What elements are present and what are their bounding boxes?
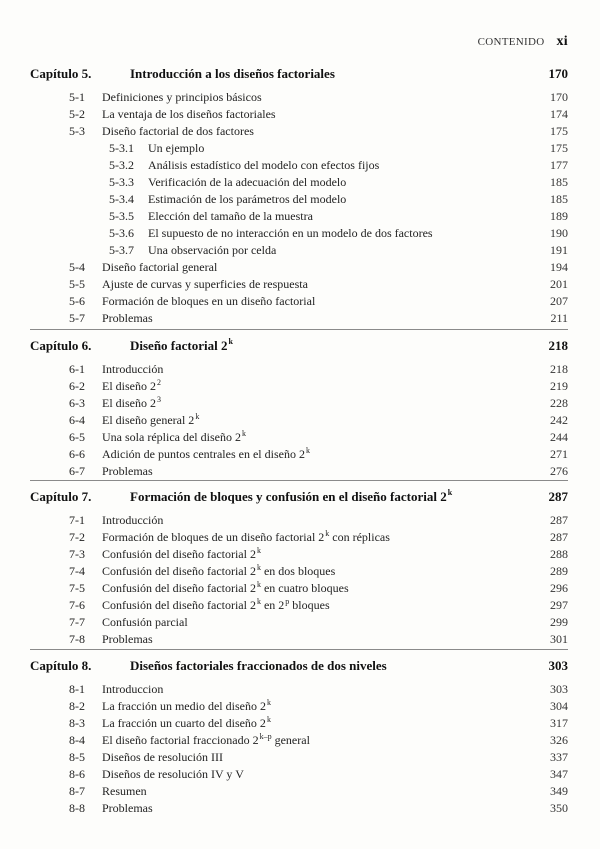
entry-number: 5-3.5 — [109, 209, 134, 223]
entry-number: 5-3.1 — [109, 141, 134, 155]
entry-number: 6-1 — [69, 362, 85, 376]
entry-title — [148, 209, 313, 224]
chapter-title — [130, 338, 233, 354]
section-entry — [0, 615, 600, 632]
chapter-block — [0, 489, 600, 649]
chapter-block — [0, 338, 600, 481]
entry-title — [102, 124, 254, 139]
section-list — [0, 513, 600, 649]
entry-title — [148, 226, 433, 241]
entry-title-text: Adición de puntos centrales en el diseño 2 — [102, 447, 305, 461]
entry-title-text: El diseño 2 — [102, 396, 156, 410]
entry-page-number: 299 — [550, 615, 568, 629]
entry-title-text: La fracción un medio del diseño 2 — [102, 699, 266, 713]
section-entry — [0, 682, 600, 699]
entry-title — [102, 513, 163, 528]
entry-title-tail: general — [271, 733, 310, 747]
section-entry — [0, 716, 600, 733]
entry-number: 6-5 — [69, 430, 85, 444]
chapter-title-text: Introducción a los diseños factoriales — [130, 66, 335, 81]
section-entry — [0, 581, 600, 598]
entry-title — [102, 682, 163, 697]
entry-page-number: 301 — [550, 632, 568, 646]
chapter-heading — [0, 658, 600, 680]
entry-page-number: 271 — [550, 447, 568, 461]
entry-title — [102, 750, 223, 765]
entry-page-number: 244 — [550, 430, 568, 444]
entry-page-number: 185 — [550, 175, 568, 189]
entry-title — [102, 632, 153, 647]
chapter-title-superscript: k — [228, 337, 233, 346]
chapter-page-number: 287 — [548, 489, 568, 504]
entry-number: 8-4 — [69, 733, 85, 747]
section-entry — [0, 90, 600, 107]
entry-number: 8-6 — [69, 767, 85, 781]
entry-title — [102, 615, 188, 630]
section-entry — [0, 513, 600, 530]
chapter-heading — [0, 338, 600, 360]
entry-title-text: Análisis estadístico del modelo con efectos fijos — [148, 158, 380, 172]
entry-superscript-2: p — [285, 597, 290, 606]
entry-title — [102, 784, 147, 799]
entry-title — [102, 430, 246, 445]
entry-page-number: 207 — [550, 294, 568, 308]
entry-number: 6-2 — [69, 379, 85, 393]
entry-page-number: 185 — [550, 192, 568, 206]
entry-title — [102, 396, 161, 411]
chapter-divider — [30, 329, 568, 330]
entry-title-text: Confusión del diseño factorial 2 — [102, 564, 256, 578]
entry-title-text: El supuesto de no interacción en un modelo de dos factores — [148, 226, 433, 240]
section-entry — [0, 447, 600, 464]
chapter-title-text: Diseño factorial 2 — [130, 338, 228, 353]
entry-number: 7-6 — [69, 598, 85, 612]
entry-page-number: 190 — [550, 226, 568, 240]
entry-page-number: 288 — [550, 547, 568, 561]
subsection-entry — [0, 209, 600, 226]
entry-number: 7-5 — [69, 581, 85, 595]
entry-number: 5-1 — [69, 90, 85, 104]
entry-number: 5-2 — [69, 107, 85, 121]
entry-number: 7-4 — [69, 564, 85, 578]
entry-page-number: 326 — [550, 733, 568, 747]
entry-title — [148, 192, 346, 207]
chapter-title-text: Formación de bloques y confusión en el diseño factorial 2 — [130, 489, 447, 504]
entry-superscript: k — [266, 715, 271, 724]
section-entry — [0, 699, 600, 716]
entry-title-text: Definiciones y principios básicos — [102, 90, 262, 104]
entry-page-number: 175 — [550, 124, 568, 138]
entry-title — [102, 447, 310, 462]
entry-page-number: 276 — [550, 464, 568, 478]
entry-title-tail: en cuatro bloques — [260, 581, 349, 595]
entry-page-number: 175 — [550, 141, 568, 155]
chapter-page-number: 170 — [548, 66, 568, 81]
entry-page-number: 317 — [550, 716, 568, 730]
entry-page-number: 304 — [550, 699, 568, 713]
entry-title-text: El diseño factorial fraccionado 2 — [102, 733, 259, 747]
section-entry — [0, 564, 600, 581]
entry-title-text: Una observación por celda — [148, 243, 277, 257]
entry-page-number: 350 — [550, 801, 568, 815]
subsection-entry — [0, 243, 600, 260]
entry-page-number: 347 — [550, 767, 568, 781]
entry-title-text: Problemas — [102, 464, 153, 478]
chapter-page-number: 218 — [548, 338, 568, 353]
entry-page-number: 218 — [550, 362, 568, 376]
entry-title-text: Verificación de la adecuación del modelo — [148, 175, 347, 189]
entry-title-text: Estimación de los parámetros del modelo — [148, 192, 347, 206]
entry-page-number: 228 — [550, 396, 568, 410]
entry-page-number: 303 — [550, 682, 568, 696]
entry-number: 7-7 — [69, 615, 85, 629]
entry-title — [102, 413, 199, 428]
entry-title-text: La ventaja de los diseños factoriales — [102, 107, 276, 121]
section-entry — [0, 294, 600, 311]
entry-number: 6-7 — [69, 464, 85, 478]
entry-page-number: 174 — [550, 107, 568, 121]
section-list — [0, 362, 600, 481]
entry-title-text: Diseños de resolución III — [102, 750, 223, 764]
entry-title-text: Diseños de resolución IV y V — [102, 767, 244, 781]
entry-page-number: 201 — [550, 277, 568, 291]
entry-number: 8-7 — [69, 784, 85, 798]
section-entry — [0, 277, 600, 294]
entry-number: 8-2 — [69, 699, 85, 713]
entry-superscript: k — [256, 597, 261, 606]
entry-page-number: 349 — [550, 784, 568, 798]
entry-page-number: 297 — [550, 598, 568, 612]
entry-number: 5-4 — [69, 260, 85, 274]
section-entry — [0, 801, 600, 818]
page-folio: xi — [556, 34, 568, 49]
chapter-title — [130, 658, 387, 674]
entry-superscript: k — [256, 563, 261, 572]
entry-page-number: 177 — [550, 158, 568, 172]
entry-page-number: 242 — [550, 413, 568, 427]
section-entry — [0, 362, 600, 379]
subsection-entry — [0, 141, 600, 158]
entry-title — [102, 801, 153, 816]
entry-number: 5-6 — [69, 294, 85, 308]
chapter-number: Capítulo 6. — [30, 338, 92, 353]
entry-number: 5-3.4 — [109, 192, 134, 206]
entry-number: 7-2 — [69, 530, 85, 544]
section-entry — [0, 379, 600, 396]
entry-number: 7-3 — [69, 547, 85, 561]
entry-superscript: k–p — [259, 732, 272, 741]
entry-title-text: Diseño factorial de dos factores — [102, 124, 254, 138]
entry-title — [102, 277, 308, 292]
entry-page-number: 219 — [550, 379, 568, 393]
subsection-entry — [0, 175, 600, 192]
entry-number: 6-3 — [69, 396, 85, 410]
entry-superscript: k — [305, 446, 310, 455]
entry-title-text: Confusión parcial — [102, 615, 188, 629]
chapter-number: Capítulo 8. — [30, 658, 92, 673]
chapter-title-superscript: k — [447, 488, 453, 497]
entry-title — [102, 581, 349, 596]
section-entry — [0, 750, 600, 767]
entry-page-number: 287 — [550, 530, 568, 544]
entry-title — [102, 294, 315, 309]
entry-title — [102, 598, 330, 613]
entry-title — [102, 90, 262, 105]
chapter-number: Capítulo 7. — [30, 489, 92, 504]
subsection-entry — [0, 158, 600, 175]
section-entry — [0, 413, 600, 430]
entry-number: 5-3.7 — [109, 243, 134, 257]
entry-superscript: k — [195, 412, 200, 421]
entry-title — [102, 547, 261, 562]
section-entry — [0, 396, 600, 413]
chapter-heading — [0, 489, 600, 511]
entry-title — [148, 158, 379, 173]
section-entry — [0, 632, 600, 649]
entry-number: 8-5 — [69, 750, 85, 764]
entry-title-text: El diseño general 2 — [102, 413, 195, 427]
section-entry — [0, 733, 600, 750]
entry-superscript: k — [256, 580, 261, 589]
chapter-title-text: Diseños factoriales fraccionados de dos niveles — [130, 658, 387, 673]
entry-title-text: Confusión del diseño factorial 2 — [102, 547, 256, 561]
section-entry — [0, 430, 600, 447]
entry-title — [148, 141, 204, 156]
entry-title-text: Una sola réplica del diseño 2 — [102, 430, 241, 444]
entry-number: 5-7 — [69, 311, 85, 325]
chapter-divider — [30, 480, 568, 481]
entry-title-tail: con réplicas — [329, 530, 390, 544]
entry-title — [102, 260, 217, 275]
section-list — [0, 90, 600, 328]
entry-number: 5-3.3 — [109, 175, 134, 189]
entry-page-number: 211 — [550, 311, 568, 325]
entry-title-tail: en 2 — [260, 598, 285, 612]
entry-page-number: 189 — [550, 209, 568, 223]
entry-title — [102, 311, 153, 326]
section-entry — [0, 547, 600, 564]
entry-page-number: 170 — [550, 90, 568, 104]
entry-title — [102, 362, 163, 377]
chapter-title — [130, 489, 452, 505]
entry-title-text: Problemas — [102, 632, 153, 646]
entry-number: 7-1 — [69, 513, 85, 527]
running-title: CONTENIDO — [477, 36, 545, 48]
entry-title-text: La fracción un cuarto del diseño 2 — [102, 716, 266, 730]
entry-title — [102, 733, 310, 748]
entry-superscript: k — [266, 698, 271, 707]
entry-superscript: k — [325, 529, 330, 538]
entry-title-tail-2: bloques — [289, 598, 330, 612]
entry-number: 6-4 — [69, 413, 85, 427]
entry-page-number: 194 — [550, 260, 568, 274]
entry-page-number: 296 — [550, 581, 568, 595]
entry-title-text: Resumen — [102, 784, 147, 798]
section-entry — [0, 767, 600, 784]
entry-title — [102, 107, 276, 122]
entry-superscript: k — [241, 429, 246, 438]
entry-page-number: 337 — [550, 750, 568, 764]
section-entry — [0, 530, 600, 547]
entry-superscript: k — [256, 546, 261, 555]
entry-title — [102, 716, 271, 731]
entry-superscript: 3 — [157, 395, 161, 404]
entry-number: 8-8 — [69, 801, 85, 815]
entry-title-text: Problemas — [102, 801, 153, 815]
entry-title — [102, 379, 161, 394]
running-head — [478, 34, 568, 50]
subsection-entry — [0, 192, 600, 209]
section-entry — [0, 311, 600, 328]
entry-title — [102, 564, 335, 579]
entry-title-text: Introduccion — [102, 682, 164, 696]
section-entry — [0, 260, 600, 277]
entry-title-text: Confusión del diseño factorial 2 — [102, 581, 256, 595]
entry-page-number: 289 — [550, 564, 568, 578]
entry-title-tail: en dos bloques — [260, 564, 336, 578]
entry-number: 7-8 — [69, 632, 85, 646]
entry-number: 8-1 — [69, 682, 85, 696]
entry-title-text: Confusión del diseño factorial 2 — [102, 598, 256, 612]
entry-title-text: El diseño 2 — [102, 379, 156, 393]
section-entry — [0, 464, 600, 481]
entry-title-text: Introducción — [102, 513, 164, 527]
entry-title-text: Formación de bloques en un diseño factorial — [102, 294, 316, 308]
entry-title-text: Un ejemplo — [148, 141, 205, 155]
entry-title — [102, 530, 390, 545]
section-list — [0, 682, 600, 818]
entry-title-text: Diseño factorial general — [102, 260, 218, 274]
chapter-number: Capítulo 5. — [30, 66, 92, 81]
entry-number: 5-5 — [69, 277, 85, 291]
entry-title-text: Elección del tamaño de la muestra — [148, 209, 313, 223]
chapter-block — [0, 66, 600, 328]
entry-title-text: Introducción — [102, 362, 164, 376]
entry-page-number: 191 — [550, 243, 568, 257]
entry-page-number: 287 — [550, 513, 568, 527]
entry-title — [148, 175, 346, 190]
chapter-divider — [30, 649, 568, 650]
entry-title-text: Problemas — [102, 311, 153, 325]
entry-title-text: Formación de bloques de un diseño factorial 2 — [102, 530, 325, 544]
entry-title — [102, 464, 153, 479]
section-entry — [0, 107, 600, 124]
chapter-page-number: 303 — [548, 658, 568, 673]
entry-superscript: 2 — [157, 378, 161, 387]
chapter-block — [0, 658, 600, 818]
section-entry — [0, 784, 600, 801]
entry-title-text: Ajuste de curvas y superficies de respuesta — [102, 277, 308, 291]
entry-number: 5-3 — [69, 124, 85, 138]
section-entry — [0, 598, 600, 615]
section-entry — [0, 124, 600, 141]
chapter-heading — [0, 66, 600, 88]
entry-title — [148, 243, 276, 258]
subsection-entry — [0, 226, 600, 243]
entry-number: 8-3 — [69, 716, 85, 730]
entry-title — [102, 767, 244, 782]
entry-number: 6-6 — [69, 447, 85, 461]
chapter-title — [130, 66, 335, 82]
entry-number: 5-3.2 — [109, 158, 134, 172]
entry-title — [102, 699, 271, 714]
entry-number: 5-3.6 — [109, 226, 134, 240]
